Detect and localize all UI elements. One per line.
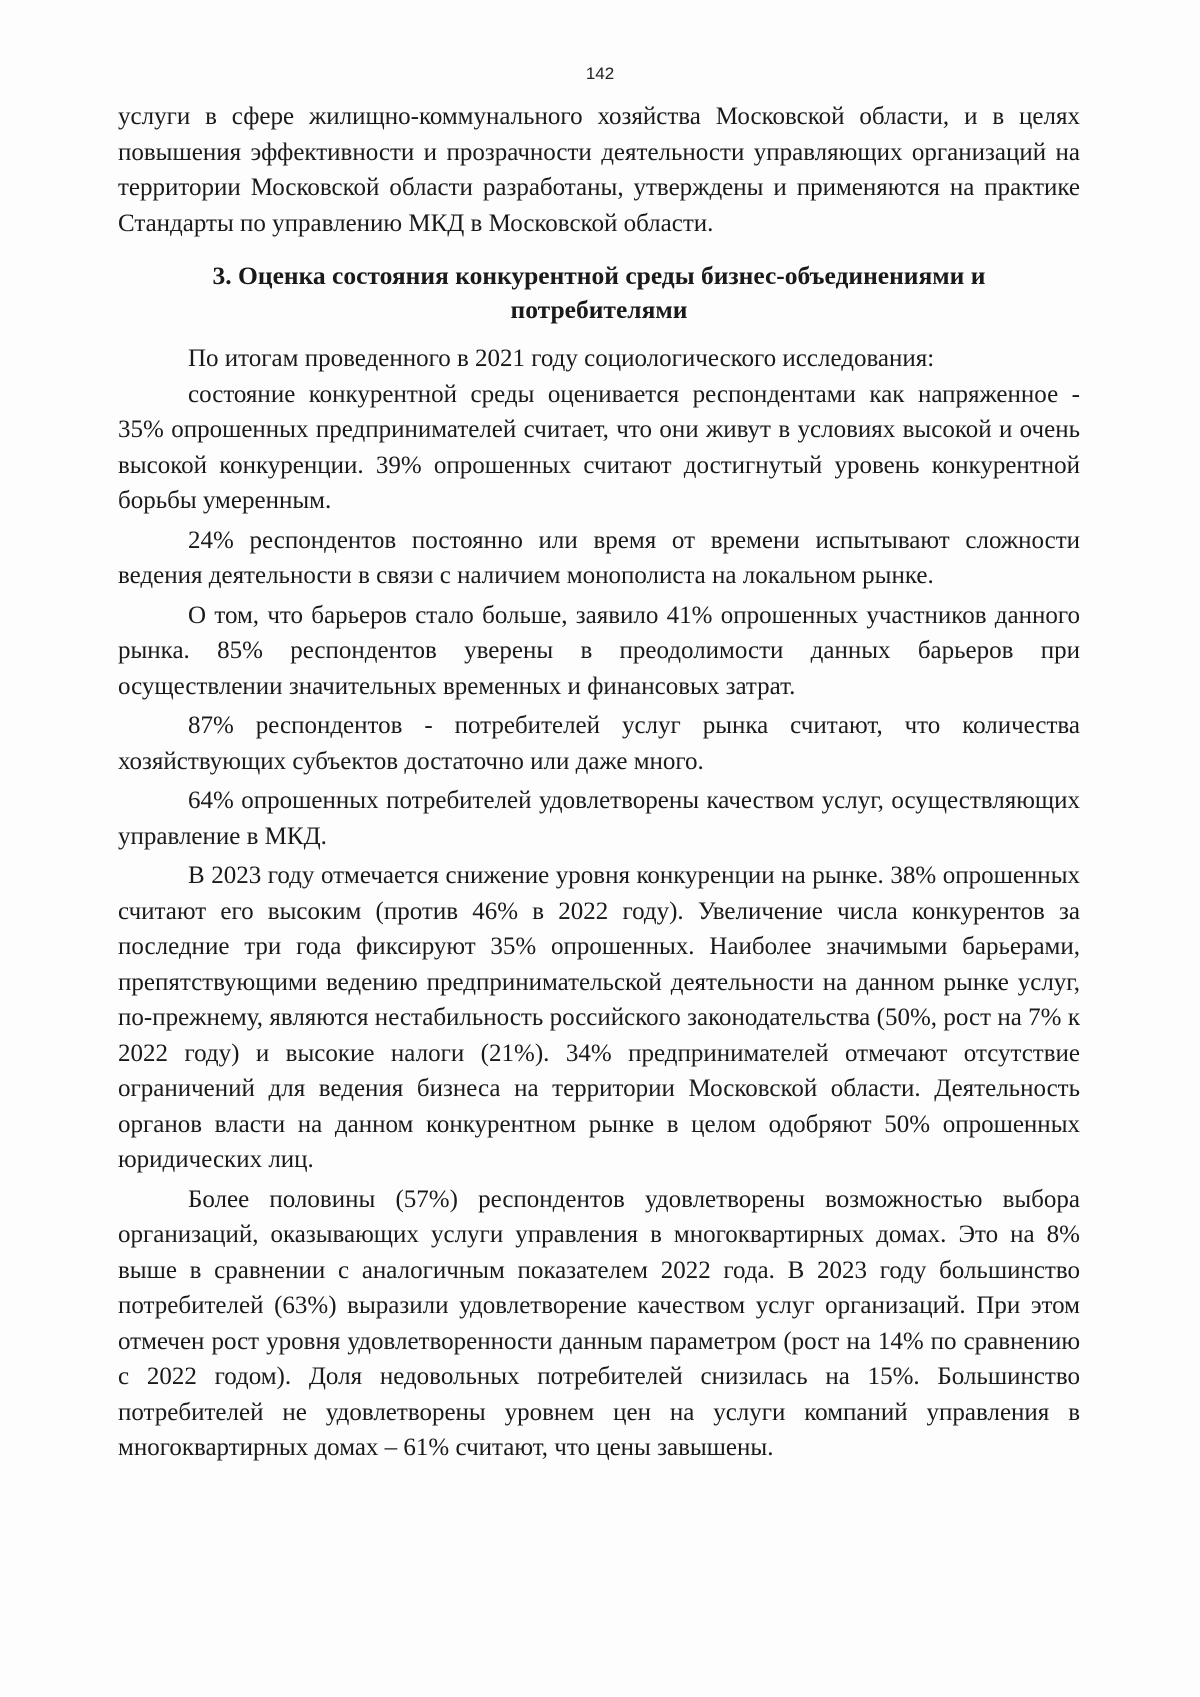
- paragraph: 24% респондентов постоянно или время от времени испытывают сложности ведения деятельности в связи с наличием монополиста на локальном рынке.: [118, 526, 1080, 589]
- intro-paragraph: услуги в сфере жилищно-коммунального хозяйства Московской области, и в целях повышения эффективности и прозрачности деятельности управляющих организаций на территории Московской области разработаны, утверждены и применяются на практике Стандарты по управлению МКД в Московской области.: [118, 103, 1080, 237]
- paragraph: 64% опрошенных потребителей удовлетворены качеством услуг, осуществляющих управление в МКД.: [118, 787, 1080, 850]
- section-heading: 3. Оценка состояния конкурентной среды бизнес-объединениями и потребителями: [212, 261, 986, 324]
- paragraph: состояние конкурентной среды оценивается респондентами как напряженное - 35% опрошенных предпринимателей считает, что они живут в условиях высокой и очень высокой конкуренции. 39% опрошенных считают достигнутый уровень конкурентной борьбы умеренным.: [118, 380, 1080, 514]
- paragraph: 87% респондентов - потребителей услуг рынка считают, что количества хозяйствующих субъектов достаточно или даже много.: [118, 712, 1080, 775]
- paragraph: По итогам проведенного в 2021 году социологического исследования:: [188, 345, 935, 372]
- paragraph: В 2023 году отмечается снижение уровня конкуренции на рынке. 38% опрошенных считают его высоким (против 46% в 2022 году). Увеличение числа конкурентов за последние три года фиксируют 35% опрошенных. Наиболее значимыми барьерами, препятствующими ведению предпринимательской деятельности на данном рынке услуг, по-прежнему, являются нестабильность российского законодательства (50%, рост на 7% к 2022 году) и высокие налоги (21%). 34% предпринимателей отмечают отсутствие ограничений для ведения бизнеса на территории Московской области. Деятельность органов власти на данном конкурентном рынке в целом одобряют 50% опрошенных юридических лиц.: [118, 862, 1080, 1173]
- paragraph: Более половины (57%) респондентов удовлетворены возможностью выбора организаций, оказывающих услуги управления в многоквартирных домах. Это на 8% выше в сравнении с аналогичным показателем 2022 года. В 2023 году большинство потребителей (63%) выразили удовлетворение качеством услуг организаций. При этом отмечен рост уровня удовлетворенности данным параметром (рост на 14% по сравнению с 2022 годом). Доля недовольных потребителей снизилась на 15%. Большинство потребителей не удовлетворены уровнем цен на услуги компаний управления в многоквартирных домах – 61% считают, что цены завышены.: [118, 1185, 1080, 1461]
- page-number: 142: [585, 64, 615, 83]
- paragraph: О том, что барьеров стало больше, заявило 41% опрошенных участников данного рынка. 85% респондентов уверены в преодолимости данных барьеров при осуществлении значительных временных и финансовых затрат.: [118, 601, 1080, 700]
- page-content: [118, 99, 1080, 1466]
